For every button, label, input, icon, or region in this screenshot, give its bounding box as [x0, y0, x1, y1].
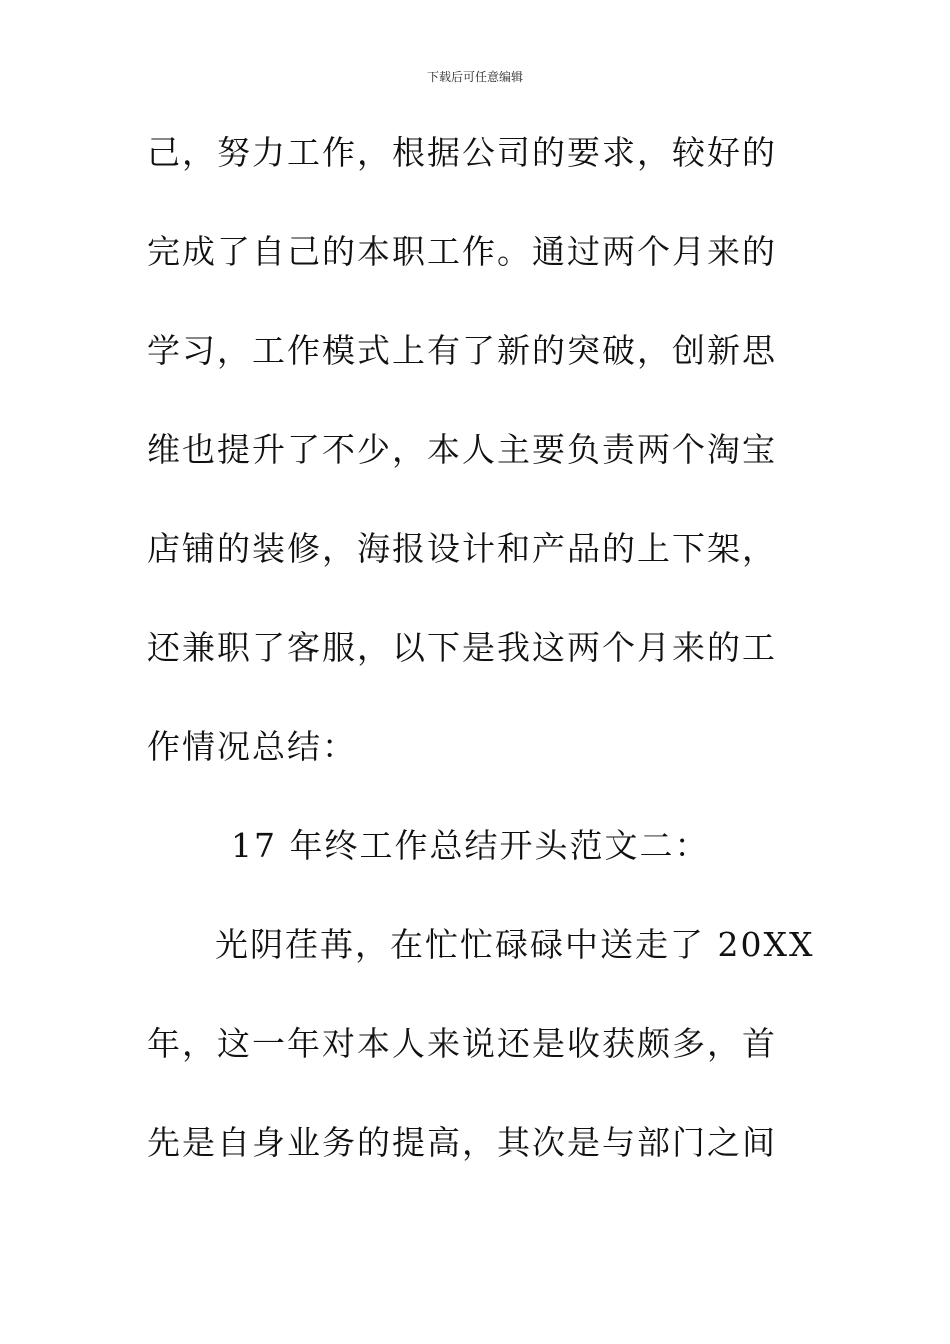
text-line: 作情况总结： [147, 727, 357, 766]
text-line: 店铺的装修，海报设计和产品的上下架， [147, 529, 777, 568]
document-body [147, 127, 815, 1216]
text-line: 年，这一年对本人来说还是收获颇多，首 [147, 1024, 777, 1063]
page-header: 下载后可任意编辑 [426, 70, 523, 84]
text-line: 维也提升了不少，本人主要负责两个淘宝 [147, 430, 777, 469]
text-line: 还兼职了客服，以下是我这两个月来的工 [147, 628, 777, 667]
text-line: 己，努力工作，根据公司的要求，较好的 [147, 133, 777, 172]
text-line: 学习，工作模式上有了新的突破，创新思 [147, 331, 777, 370]
text-line: 完成了自己的本职工作。通过两个月来的 [147, 232, 777, 271]
section-heading: 17 年终工作总结开头范文二： [231, 826, 710, 865]
text-line: 先是自身业务的提高，其次是与部门之间 [147, 1123, 777, 1162]
paragraph-first-line: 光阴荏苒，在忙忙碌碌中送走了 20XX [215, 925, 815, 964]
